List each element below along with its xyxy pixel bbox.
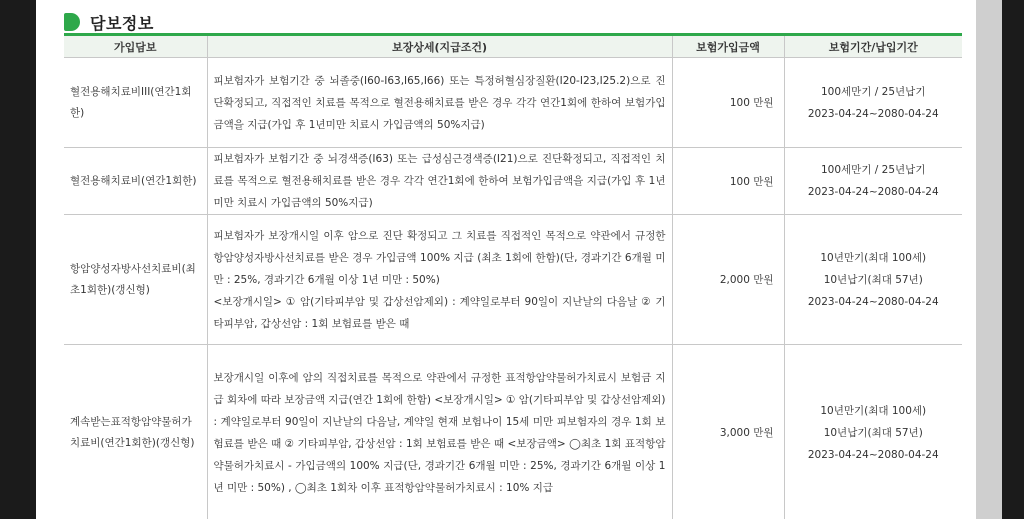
coverage-table: [64, 33, 962, 519]
period-line: 10년만기(최대 100세): [820, 404, 927, 417]
period-line: 10년납기(최대 57년): [823, 426, 923, 439]
period-line: 2023-04-24~2080-04-24: [807, 295, 939, 308]
table-row: [64, 148, 962, 215]
coverage-start-note: <보장개시일> ① 암(기타피부암 및 갑상선암제외) : 계약일로부터 90일이 지난날의 다음날 ② 기타피부암, 갑상선암 : 1회 보험료를 받은 때: [213, 295, 666, 330]
section-marker-icon: [64, 13, 80, 31]
section-header: [64, 10, 154, 34]
header-detail: 보장상세(지급조건): [207, 35, 672, 58]
period-line: 10년만기(최대 100세): [820, 251, 927, 264]
period-line: 100세만기 / 25년납기: [821, 164, 926, 176]
coverage-period: [784, 345, 962, 519]
coverage-amount: 100 만원: [672, 58, 784, 148]
coverage-name: 혈전용해치료비III(연간1회한): [64, 58, 207, 148]
table-row: [64, 215, 962, 345]
coverage-period: [784, 148, 962, 215]
coverage-detail: [207, 215, 672, 345]
period-line: 10년납기(최대 57년): [823, 273, 923, 286]
table-row: [64, 345, 962, 519]
coverage-detail: 피보험자가 보험기간 중 뇌경색증(I63) 또는 급성심근경색증(I21)으로 진단확정되고, 직접적인 치료를 목적으로 혈전용해치료를 받은 경우 각각 연간1회에 한하여 보험가입금액을 지급(가입 후 1년미만 치료시 가입금액의 50%지급): [207, 148, 672, 215]
coverage-amount: 3,000 만원: [672, 345, 784, 519]
left-dark-border: [0, 0, 36, 519]
coverage-amount: 100 만원: [672, 148, 784, 215]
right-dark-border: [1002, 0, 1024, 519]
coverage-name: 계속받는표적항암약물허가치료비(연간1회한)(갱신형): [64, 345, 207, 519]
coverage-detail-text: 피보험자가 보장개시일 이후 암으로 진단 확정되고 그 치료를 직접적인 목적으로 약관에서 규정한 항암양성자방사선치료를 받은 경우 가입금액 100% 지급 (최초 1회에 한함)(단, 경과기간 6개월 미만 : 25%, 경과기간 6개월 이상 1년 미만 : 50%): [213, 229, 666, 286]
period-line: 2023-04-24~2080-04-24: [807, 107, 939, 120]
table-row: [64, 58, 962, 148]
period-line: 2023-04-24~2080-04-24: [807, 448, 939, 461]
section-title: 담보정보: [90, 13, 154, 33]
period-line: 2023-04-24~2080-04-24: [807, 186, 939, 198]
header-amount: 보험가입금액: [672, 35, 784, 58]
coverage-detail: 피보험자가 보험기간 중 뇌졸중(I60-I63,I65,I66) 또는 특정허혈심장질환(I20-I23,I25.2)으로 진단확정되고, 직접적인 치료를 목적으로 혈전용해치료를 받은 경우 각각 연간1회에 한하여 보험가입금액을 지급(가입 후 1년미만 치료시 가입금액의 50%지급): [207, 58, 672, 148]
header-coverage: 가입담보: [64, 35, 207, 58]
header-period: 보험기간/납입기간: [784, 35, 962, 58]
table-header-row: [64, 35, 962, 58]
coverage-period: [784, 58, 962, 148]
period-line: 100세만기 / 25년납기: [821, 85, 926, 98]
coverage-name: 혈전용해치료비(연간1회한): [64, 148, 207, 215]
coverage-detail: 보장개시일 이후에 암의 직접치료를 목적으로 약관에서 규정한 표적항암약물허가치료시 보험금 지급 회차에 따라 보장금액 지급(연간 1회에 한함) <보장개시일> ① 암(기타피부암 및 갑상선암제외) : 계약일로부터 90일이 지난날의 다음날, 계약일 현재 보험나이 15세 미만 피보험자의 경우 1회 보험료를 받은 때 ② 기타피부암, 갑상선암 : 1회 보험료를 받은 때 <보장금액> ◯최초 1회 표적항암약물허가치료시 - 가입금액의 100% 지급(단, 경과기간 6개월 미만 : 25%, 경과기간 6개월 이상 1년 미만 : 50%) , ◯최초 1회차 이후 표적항암약물허가치료시 : 10% 지급: [207, 345, 672, 519]
coverage-amount: 2,000 만원: [672, 215, 784, 345]
coverage-period: [784, 215, 962, 345]
right-gray-margin: [976, 0, 1002, 519]
coverage-name: 항암양성자방사선치료비(최초1회한)(갱신형): [64, 215, 207, 345]
document-page: [36, 0, 976, 519]
